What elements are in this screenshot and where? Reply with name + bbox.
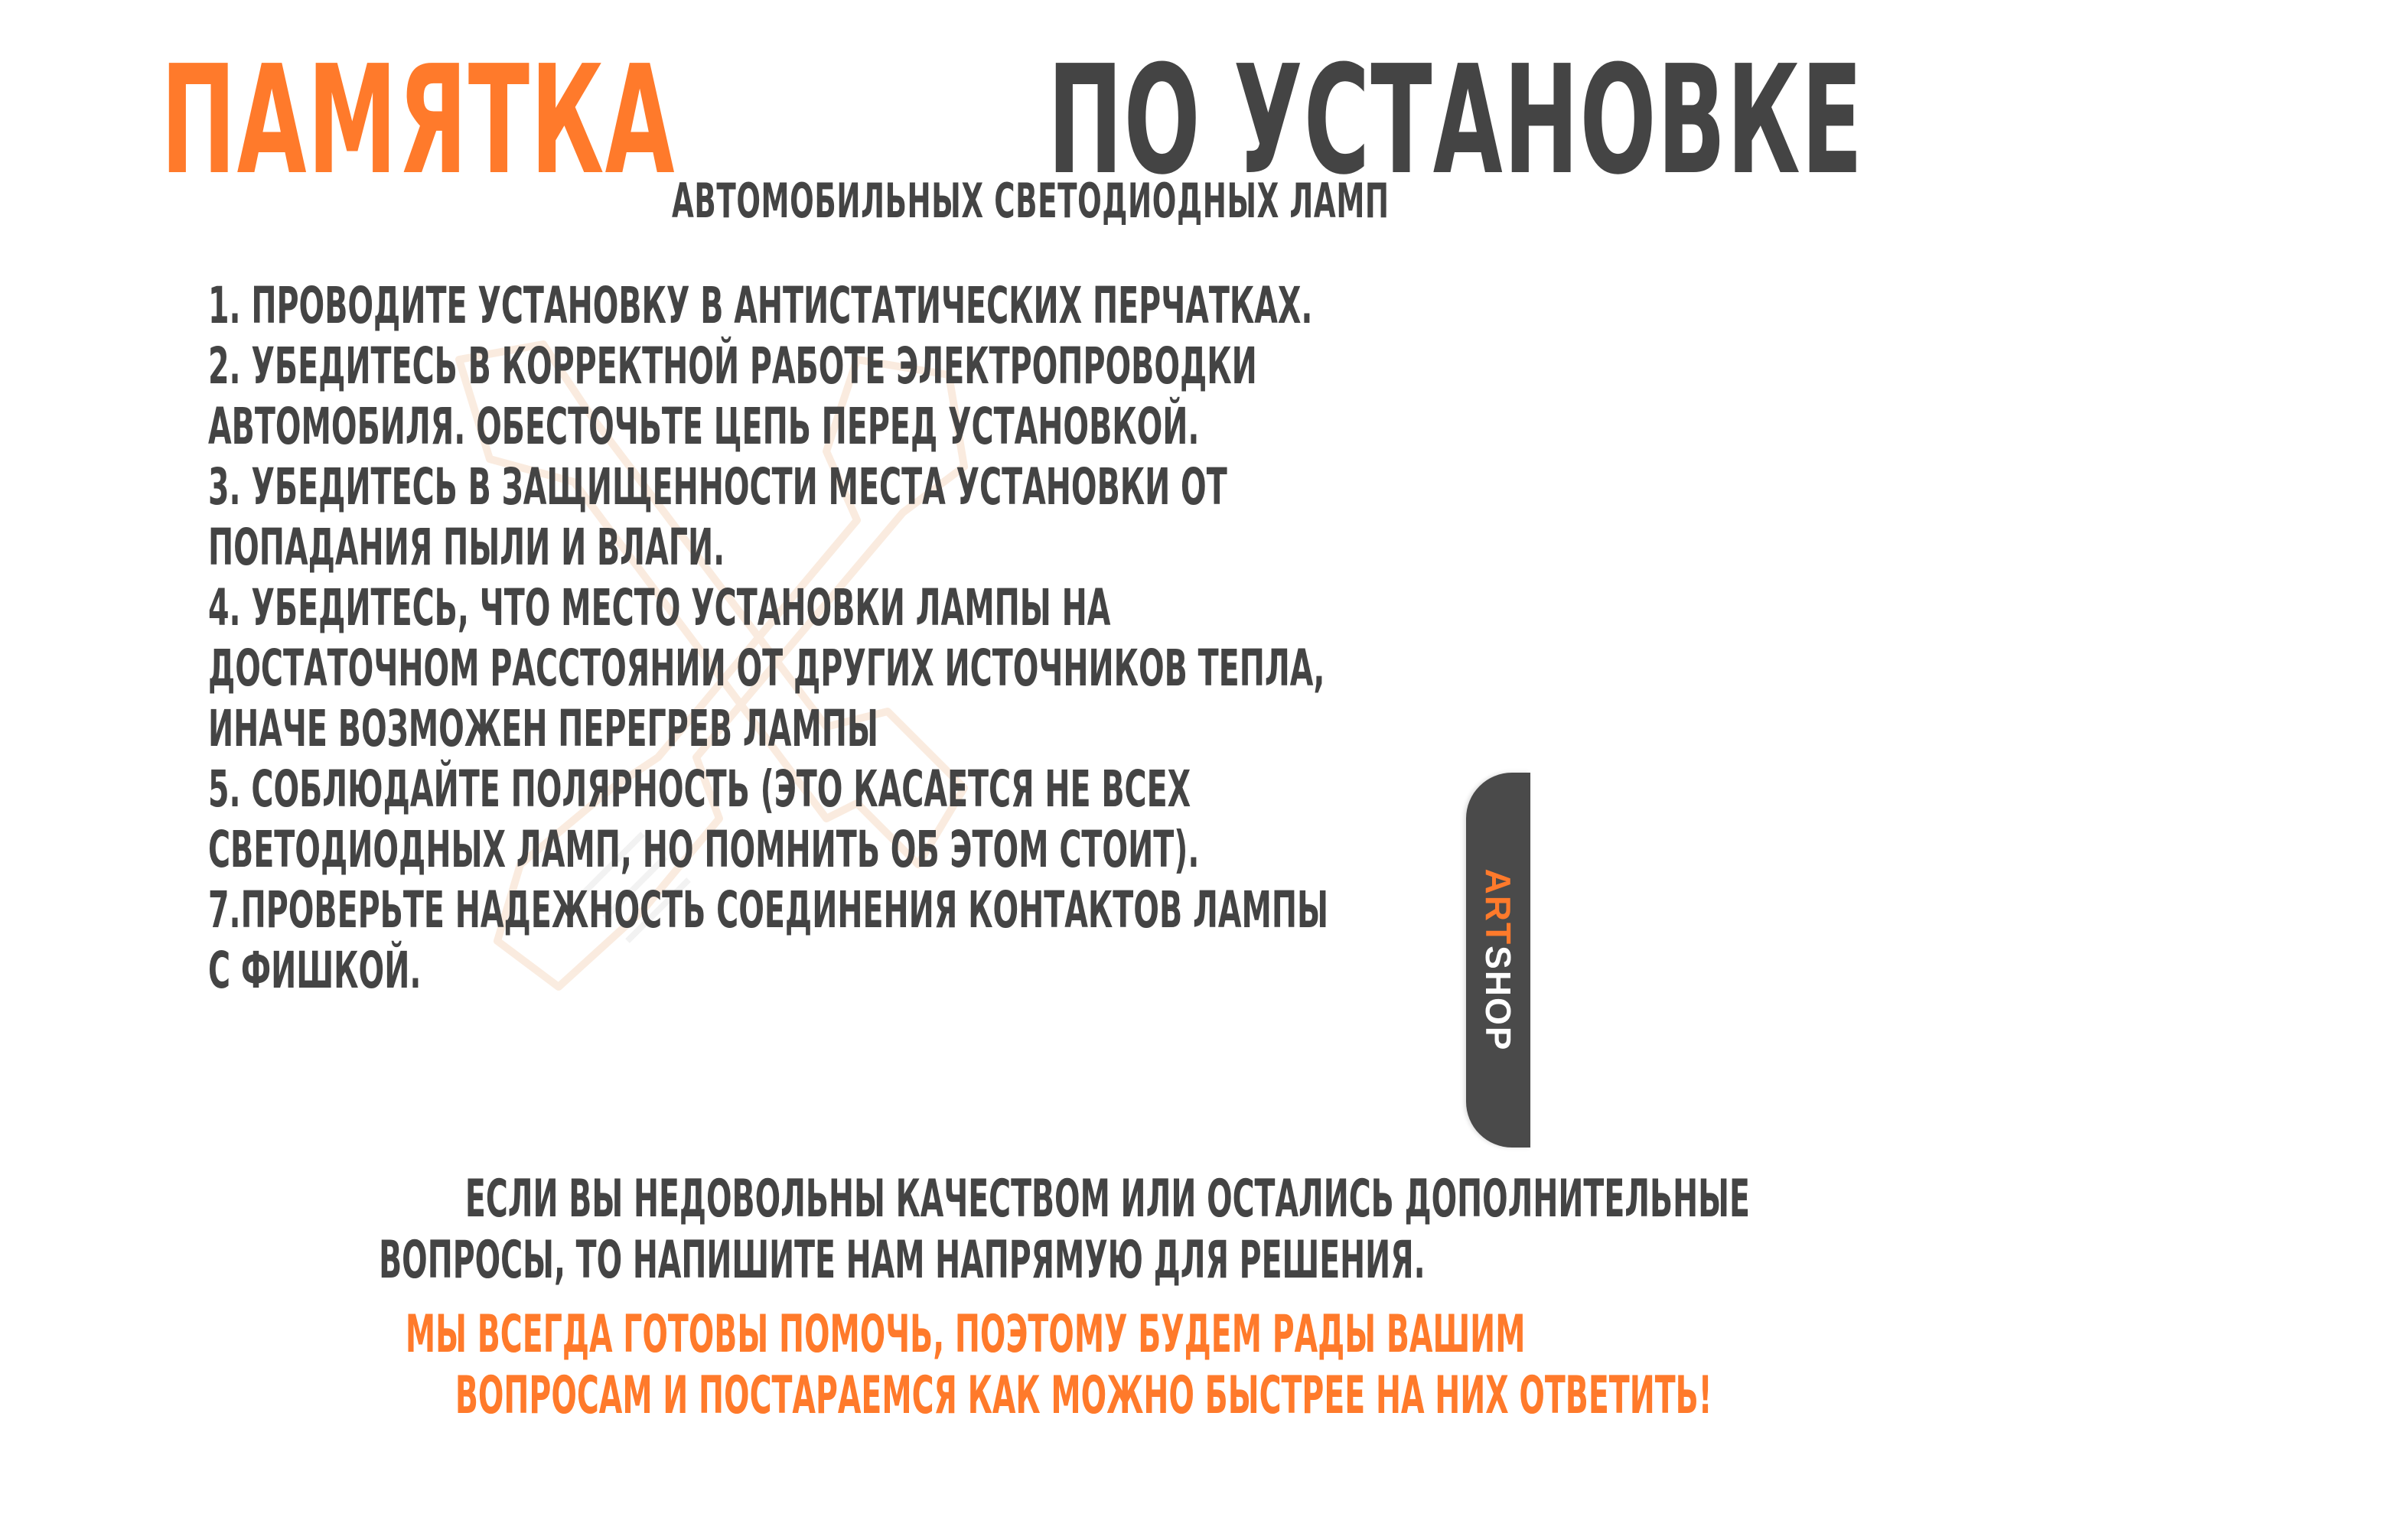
brand-logo: ARTSHOP — [1478, 868, 1518, 1052]
footer-text-line: ЕСЛИ ВЫ НЕДОВОЛЬНЫ КАЧЕСТВОМ ИЛИ ОСТАЛИСЬ ДОПОЛНИТЕЛЬНЫЕ — [464, 1169, 1750, 1229]
title-rest: ПО УСТАНОВКЕ — [1048, 34, 1864, 208]
list-item: 2. УБЕДИТЕСЬ В КОРРЕКТНОЙ РАБОТЕ ЭЛЕКТРОПРОВОДКИ — [208, 337, 1257, 396]
list-item: 7.ПРОВЕРЬТЕ НАДЕЖНОСТЬ СОЕДИНЕНИЯ КОНТАКТОВ ЛАМПЫ — [208, 881, 1329, 939]
list-item: ДОСТАТОЧНОМ РАССТОЯНИИ ОТ ДРУГИХ ИСТОЧНИКОВ ТЕПЛА, — [208, 639, 1325, 698]
list-item: 5. СОБЛЮДАЙТЕ ПОЛЯРНОСТЬ (ЭТО КАСАЕТСЯ НЕ ВСЕХ — [208, 760, 1191, 819]
list-item: 1. ПРОВОДИТЕ УСТАНОВКУ В АНТИСТАТИЧЕСКИХ ПЕРЧАТКАХ. — [208, 276, 1313, 335]
list-item: СВЕТОДИОДНЫХ ЛАМП, НО ПОМНИТЬ ОБ ЭТОМ СТОИТ). — [208, 820, 1200, 879]
list-item: ПОПАДАНИЯ ПЫЛИ И ВЛАГИ. — [208, 518, 725, 577]
list-item: 4. УБЕДИТЕСЬ, ЧТО МЕСТО УСТАНОВКИ ЛАМПЫ НА — [208, 578, 1111, 637]
page-subtitle: АВТОМОБИЛЬНЫХ СВЕТОДИОДНЫХ ЛАМП — [672, 173, 1390, 229]
footer-highlight-line: МЫ ВСЕГДА ГОТОВЫ ПОМОЧЬ, ПОЭТОМУ БУДЕМ РАДЫ ВАШИМ — [405, 1304, 1526, 1365]
list-item: АВТОМОБИЛЯ. ОБЕСТОЧЬТЕ ЦЕПЬ ПЕРЕД УСТАНОВКОЙ. — [208, 397, 1200, 456]
footer-text-line: ВОПРОСЫ, ТО НАПИШИТЕ НАМ НАПРЯМУЮ ДЛЯ РЕШЕНИЯ. — [379, 1230, 1426, 1291]
footer-highlight-line: ВОПРОСАМ И ПОСТАРАЕМСЯ КАК МОЖНО БЫСТРЕЕ НА НИХ ОТВЕТИТЬ! — [455, 1366, 1712, 1426]
list-item: 3. УБЕДИТЕСЬ В ЗАЩИЩЕННОСТИ МЕСТА УСТАНОВКИ ОТ — [208, 457, 1227, 516]
list-item: ИНАЧЕ ВОЗМОЖЕН ПЕРЕГРЕВ ЛАМПЫ — [208, 699, 878, 758]
title-accent: ПАМЯТКА — [161, 34, 676, 208]
list-item: С ФИШКОЙ. — [208, 941, 422, 1000]
instructions-list — [208, 275, 1356, 1001]
